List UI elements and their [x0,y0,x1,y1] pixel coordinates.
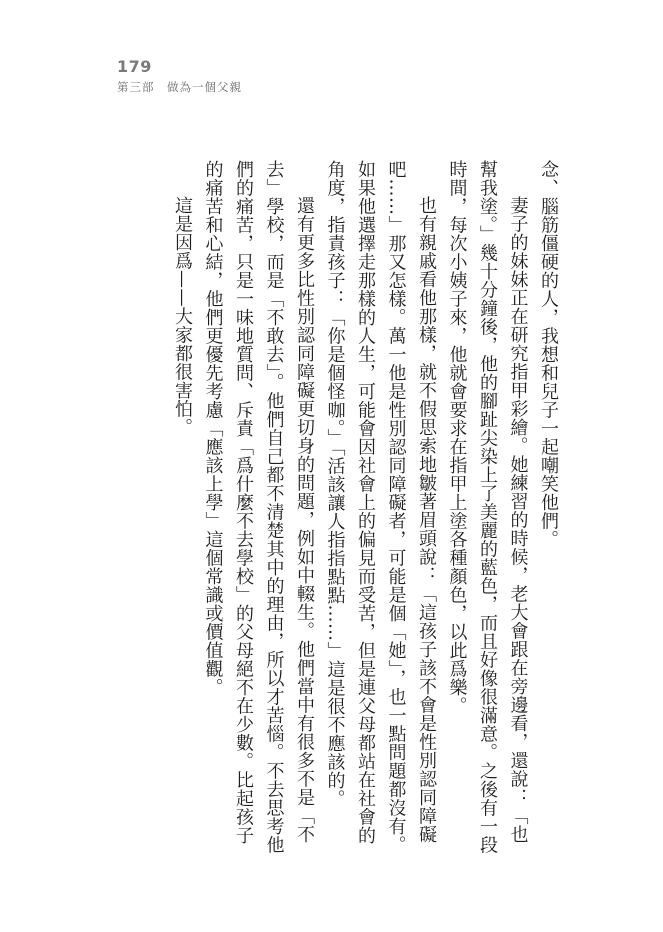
page-number: 179 [117,57,152,76]
page-header [117,58,242,95]
paragraph: 還有更多比性別認同障礙更切身的問題，例如中輟生。他們當中有很多不是「不去」學校，而是「不敢去」。他們自己都不清楚其中的理由，所以才苦惱。不去思考他們的痛苦，只是一味地質問、斥責「爲什麼不去學校」的父母絕不在少數。比起孩子的痛苦和心結，他們更優先考慮「應該上學」這個常識或價值觀。 [202,160,315,854]
paragraph: 也有親戚看他那樣，就不假思索地皺著眉頭說：「這孩子該不會是性別認同障礙吧……」那又怎樣。萬一他是性別認同障礙者，可能是個「她」，也一點問題都沒有。如果他選擇走那樣的人生，可能會因社會上的偏見而受苦，但是連父母都站在社會的角度，指責孩子：「你是個怪咖。」「活該讓人指指點點……」這是很不應該的。 [324,160,437,854]
paragraph: 妻子的妹妹正在研究指甲彩繪。她練習的時候，老大會跟在旁邊看，還說：「也幫我塗。」幾十分鐘後，他的腳趾尖染上了美麗的藍色，而且好像很滿意。之後有一段時間，每次小姨子來，他就會要求在指甲上塗各種顏色，以此爲樂。 [446,160,529,854]
paragraph: 這是因爲——大家都很害怕。 [172,196,193,437]
running-title: 第三部 做為一個父親 [117,80,242,94]
paragraph: 念、腦筋僵硬的人，我想和兒子一起嘲笑他們。 [538,160,559,549]
body-text [167,160,564,860]
